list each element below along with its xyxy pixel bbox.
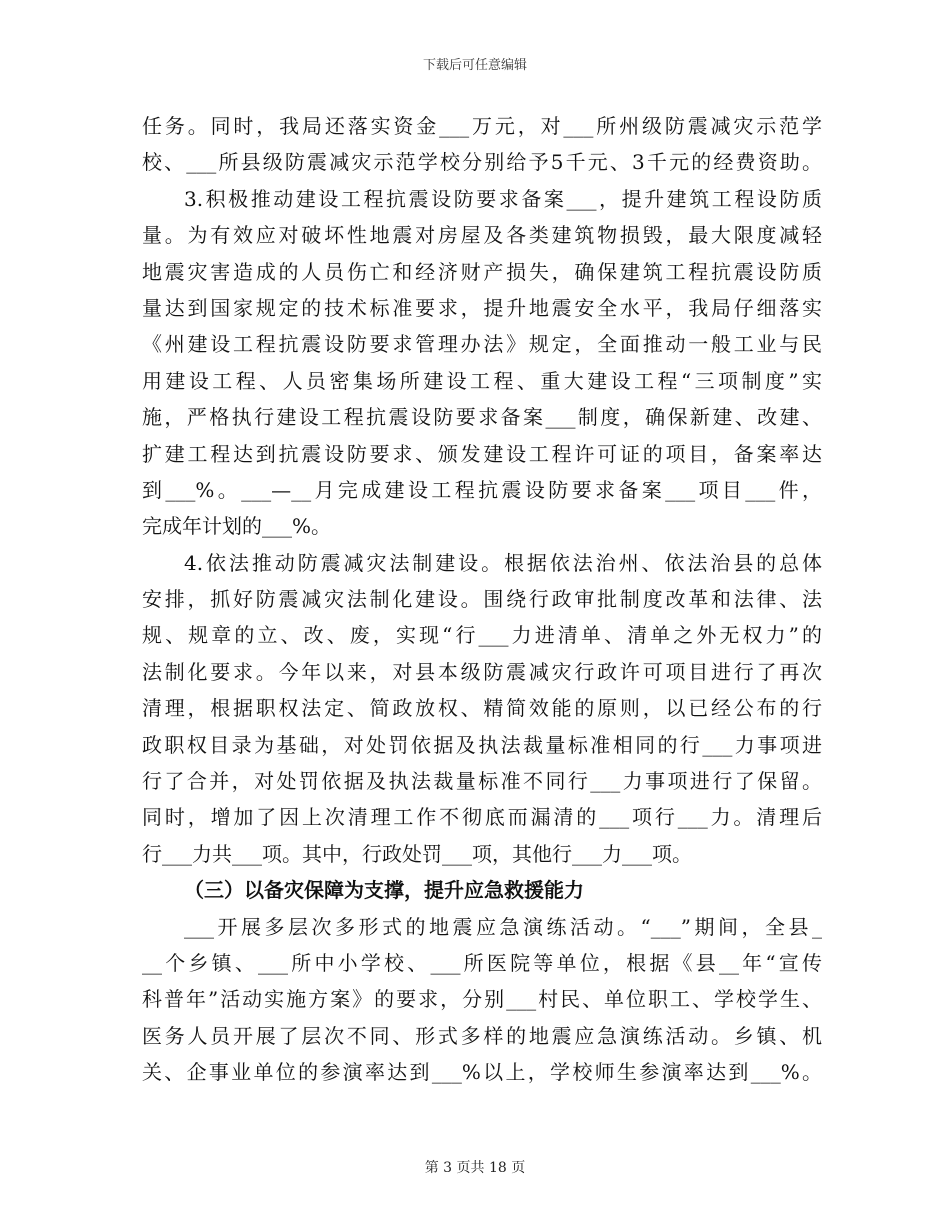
text-line: 3.积极推动建设工程抗震设防要求备案___，提升建筑工程设防质 [184,186,822,211]
text-line: __个乡镇、___所中小学校、___所医院等单位，根据《县__年“宣传 [142,950,822,975]
text-line: 法制化要求。今年以来，对县本级防震减灾行政许可项目进行了再次 [142,659,822,684]
text-line: 关、企事业单位的参演率达到___%以上，学校师生参演率达到___%。 [142,1060,822,1085]
page-header-note: 下载后可任意编辑 [422,58,527,73]
text-line: 科普年”活动实施方案》的要求，分别___村民、单位职工、学校学生、 [142,987,822,1012]
document-body [142,108,822,1091]
text-line: 任务。同时，我局还落实资金___万元，对___所州级防震减灾示范学 [142,114,822,138]
text-line: 安排，抓好防震减灾法制化建设。围绕行政审批制度改革和法律、法 [142,587,822,612]
text-line: 量。为有效应对破坏性地震对房屋及各类建筑物损毁，最大限度减轻 [142,223,822,248]
text-line: 4.依法推动防震减灾法制建设。根据依法治州、依法治县的总体 [184,550,822,575]
text-line: ___开展多层次多形式的地震应急演练活动。“___”期间，全县_ [184,914,822,939]
text-line: 量达到国家规定的技术标准要求，提升地震安全水平，我局仔细落实 [142,295,822,320]
page-footer-number: 第 3 页共 18 页 [424,1160,526,1176]
text-line: 同时，增加了因上次清理工作不彻底而漏清的___项行___力。清理后 [142,805,822,830]
text-line: 用建设工程、人员密集场所建设工程、重大建设工程“三项制度”实 [142,368,822,393]
text-line: 完成年计划的___%。 [142,514,332,539]
text-line: 《州建设工程抗震设防要求管理办法》规定，全面推动一般工业与民 [142,332,822,357]
text-line: 地震灾害造成的人员伤亡和经济财产损失，确保建筑工程抗震设防质 [142,259,822,284]
text-line: 政职权目录为基础，对处罚依据及执法裁量标准相同的行___力事项进 [142,732,822,757]
text-line: 行___力共___项。其中，行政处罚___项，其他行___力___项。 [142,841,692,866]
text-line: 规、规章的立、改、废，实现“行___力进清单、清单之外无权力”的 [142,623,822,648]
text-line: 清理，根据职权法定、简政放权、精简效能的原则，以已经公布的行 [142,696,822,721]
text-line: 扩建工程达到抗震设防要求、颁发建设工程许可证的项目，备案率达 [142,441,822,466]
section-heading: （三）以备灾保障为支撑，提升应急救援能力 [184,878,584,903]
text-line: 行了合并，对处罚依据及执法裁量标准不同行___力事项进行了保留。 [142,769,822,794]
text-line: 医务人员开展了层次不同、形式多样的地震应急演练活动。乡镇、机 [142,1023,822,1048]
text-line: 到___%。___—__月完成建设工程抗震设防要求备案___项目___件， [142,477,822,502]
text-line: 校、___所县级防震减灾示范学校分别给予5千元、3千元的经费资助。 [142,150,822,175]
text-line: 施，严格执行建设工程抗震设防要求备案___制度，确保新建、改建、 [142,405,822,430]
